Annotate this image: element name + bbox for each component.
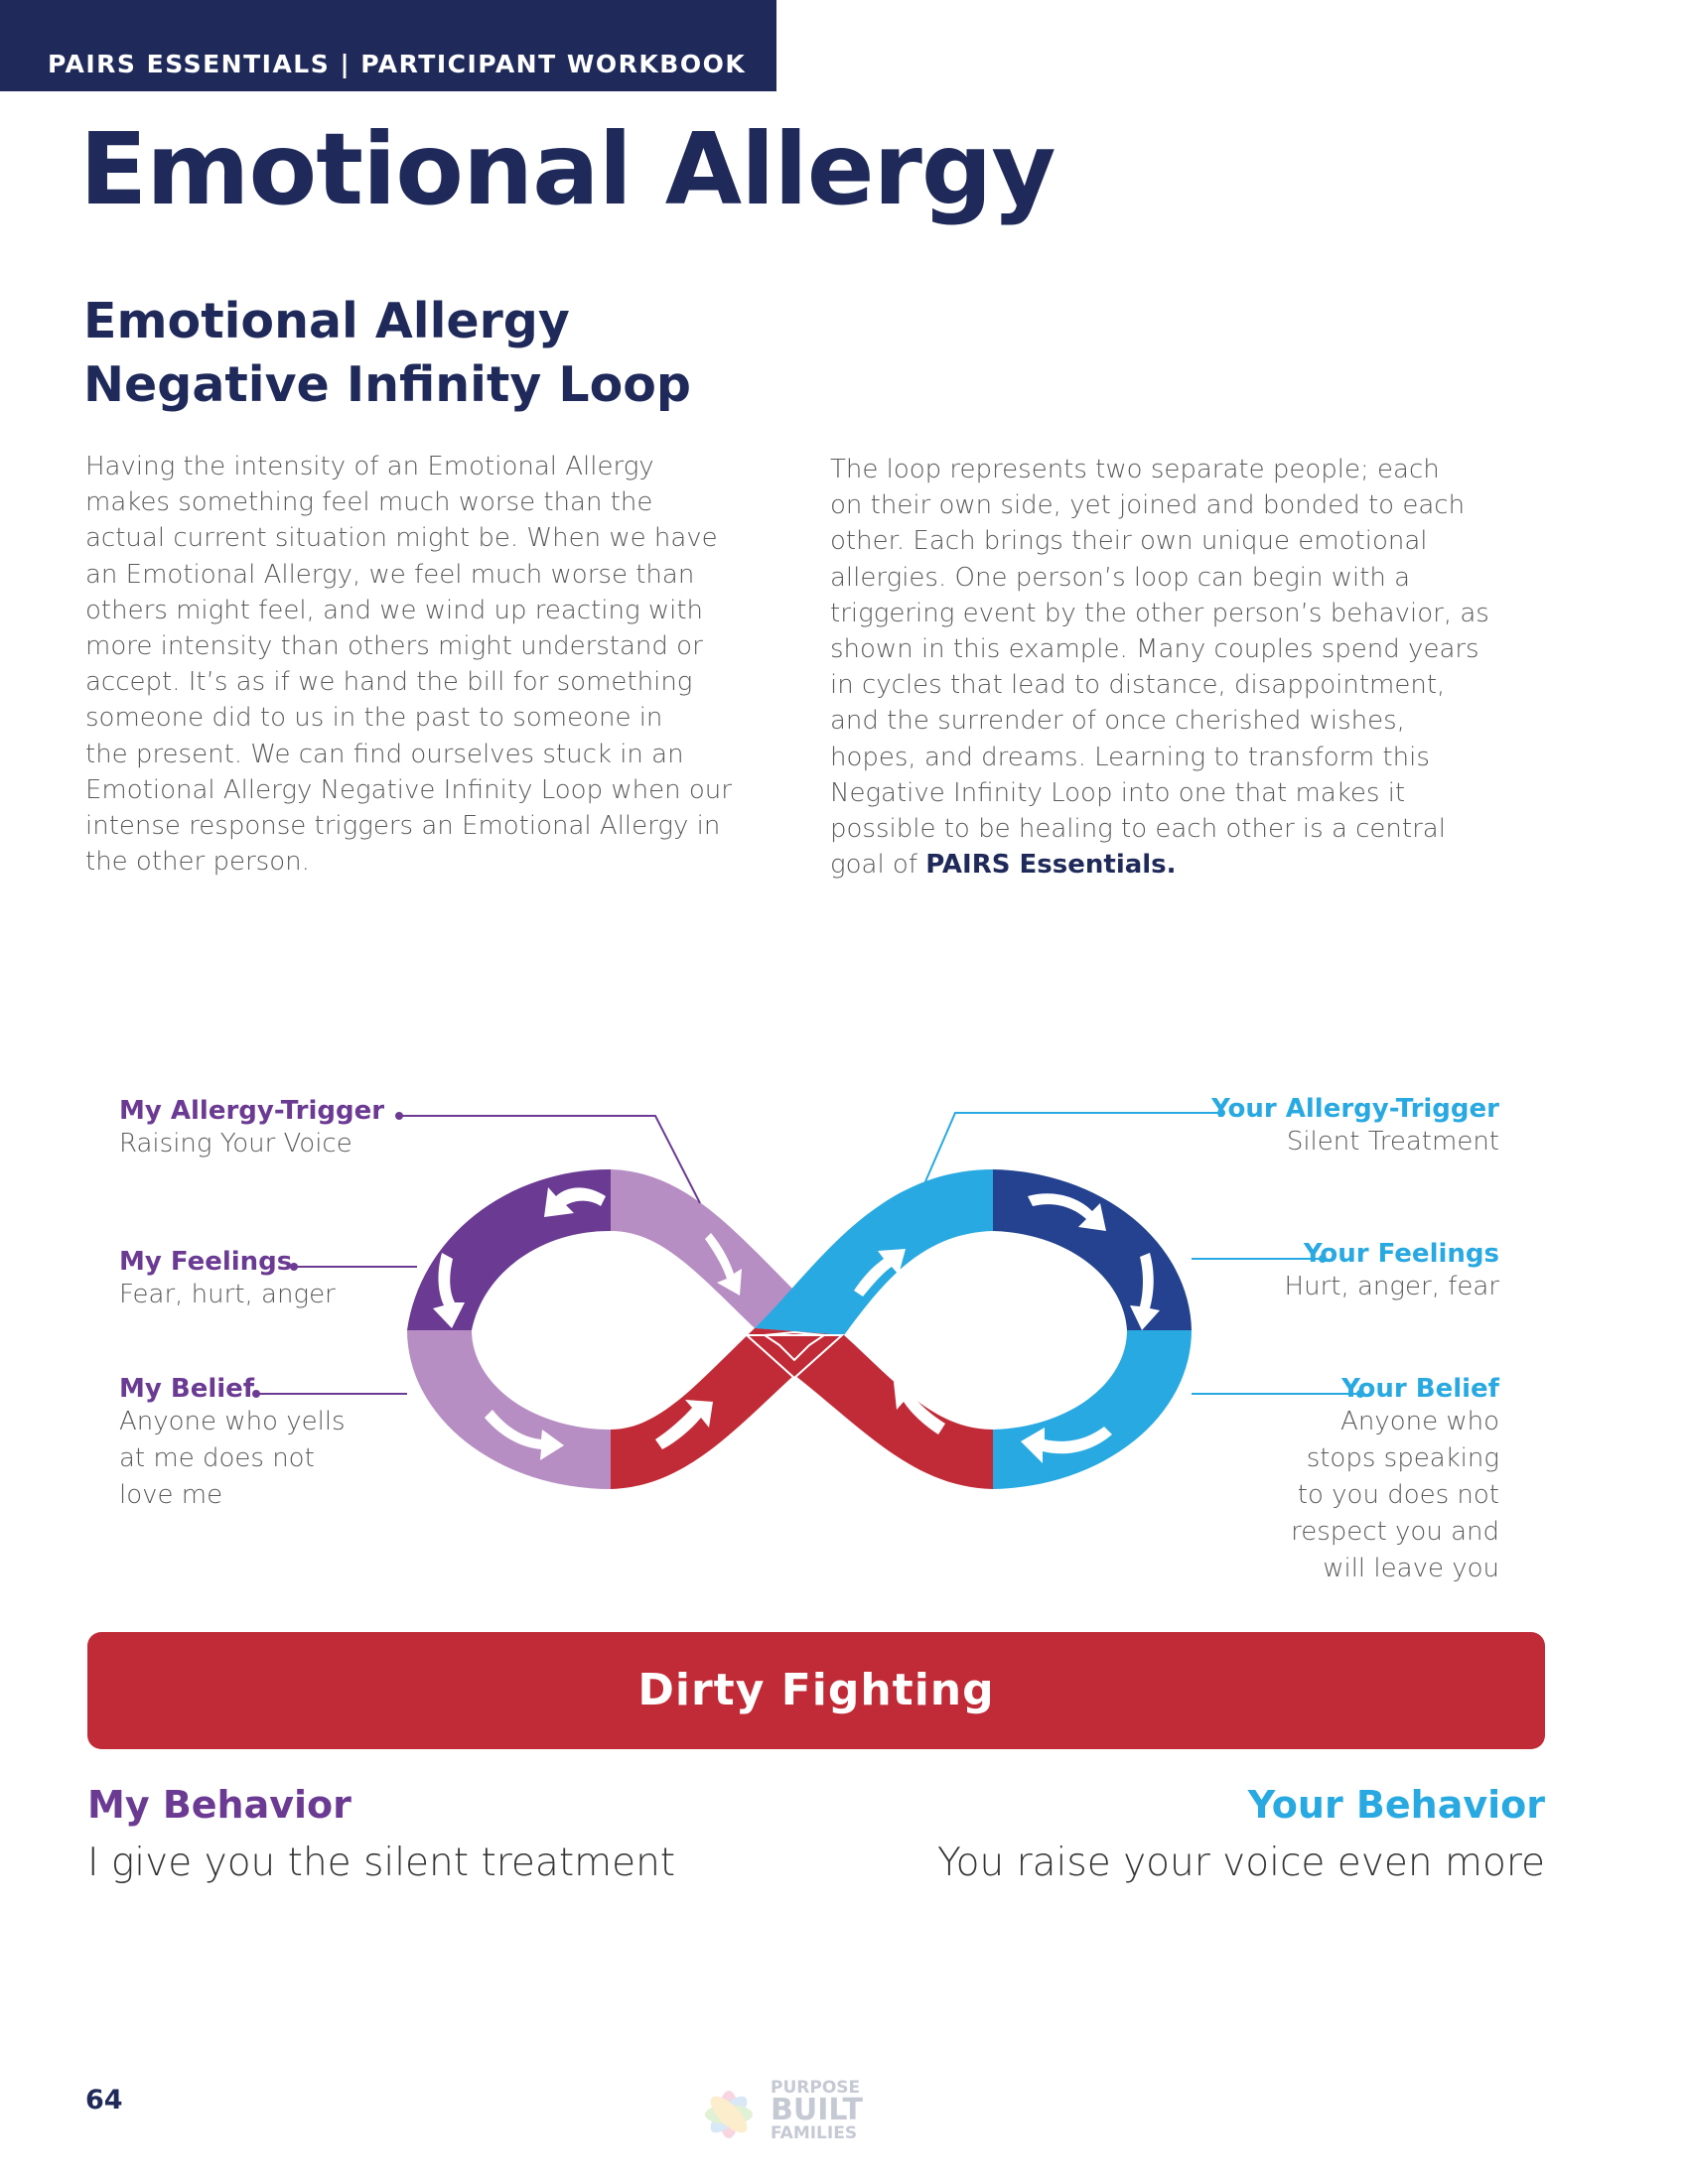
header-label: PAIRS ESSENTIALS | PARTICIPANT WORKBOOK bbox=[48, 50, 747, 78]
text-line: Negative Infinity Loop into one that makes it bbox=[830, 777, 1406, 808]
section-title-line1: Emotional Allergy bbox=[83, 293, 570, 349]
purpose-built-families-logo bbox=[689, 2075, 908, 2154]
text-line: triggering event by the other person’s behavior, as bbox=[830, 598, 1489, 628]
header-bar bbox=[0, 0, 776, 91]
text-line: accept. It’s as if we hand the bill for something bbox=[85, 667, 693, 698]
text-line: others might feel, and we wind up reacting with bbox=[85, 595, 704, 625]
text-line: will leave you bbox=[1323, 1554, 1499, 1583]
flower-icon bbox=[689, 2075, 769, 2154]
your-feelings-text: Hurt, anger, fear bbox=[1284, 1272, 1499, 1301]
text-line: stops speaking bbox=[1306, 1443, 1499, 1473]
text-line: hopes, and dreams. Learning to transform this bbox=[830, 742, 1430, 772]
text-line: the other person. bbox=[85, 847, 310, 878]
text-line: intense response triggers an Emotional Allergy in bbox=[85, 811, 721, 842]
loop-segment-your-trigger bbox=[755, 1169, 993, 1335]
my-trigger-label bbox=[119, 1096, 384, 1162]
text-line: The loop represents two separate people; each bbox=[830, 455, 1440, 484]
loop-segment-my-belief bbox=[407, 1330, 611, 1489]
text-line: Emotional Allergy Negative Infinity Loop when our bbox=[85, 774, 732, 805]
my-belief-title: My Belief bbox=[119, 1374, 255, 1404]
logo-text bbox=[771, 2079, 863, 2142]
loop-segment-your-feelings bbox=[993, 1169, 1192, 1330]
text-line: other. Each brings their own unique emotional bbox=[830, 526, 1428, 557]
your-feelings-label bbox=[1285, 1239, 1499, 1305]
my-trigger-text: Raising Your Voice bbox=[119, 1129, 352, 1159]
text-line: someone did to us in the past to someone in bbox=[85, 703, 663, 734]
text-line: an Emotional Allergy, we feel much worse than bbox=[85, 559, 695, 590]
section-title-line2: Negative Infinity Loop bbox=[83, 356, 691, 413]
my-belief-label bbox=[119, 1374, 346, 1514]
pairs-essentials-emphasis: PAIRS Essentials. bbox=[925, 850, 1177, 881]
text-line: to you does not bbox=[1297, 1480, 1499, 1510]
text-line: shown in this example. Many couples spend years bbox=[830, 634, 1479, 665]
your-belief-title: Your Belief bbox=[1341, 1374, 1499, 1404]
text-line: Anyone who bbox=[1340, 1407, 1499, 1436]
text-line: love me bbox=[119, 1480, 223, 1510]
page-number: 64 bbox=[85, 2085, 123, 2116]
logo-line: FAMILIES bbox=[771, 2123, 858, 2143]
your-feelings-title: Your Feelings bbox=[1303, 1239, 1499, 1269]
my-behavior bbox=[87, 1783, 675, 1885]
text-line-prefix: goal of bbox=[830, 850, 926, 881]
text-line-last bbox=[830, 847, 1565, 883]
text-line: possible to be healing to each other is a central bbox=[830, 814, 1446, 845]
text-line: respect you and bbox=[1291, 1517, 1499, 1547]
your-belief-text bbox=[1291, 1404, 1499, 1587]
dirty-fighting-banner: Dirty Fighting bbox=[87, 1632, 1545, 1749]
text-line: more intensity than others might understand or bbox=[85, 631, 703, 662]
my-feelings-title: My Feelings bbox=[119, 1247, 293, 1277]
text-line: Anyone who yells bbox=[119, 1407, 346, 1436]
your-behavior bbox=[937, 1783, 1545, 1885]
loop-segment-your-belief bbox=[993, 1330, 1192, 1489]
text-line: the present. We can find ourselves stuck in an bbox=[85, 739, 684, 769]
loop-segment-my-trigger bbox=[611, 1169, 794, 1328]
text-line: at me does not bbox=[119, 1443, 315, 1473]
text-line: allergies. One person’s loop can begin with a bbox=[830, 562, 1411, 593]
intro-paragraph-right bbox=[830, 452, 1565, 883]
page-title: Emotional Allergy bbox=[79, 111, 1055, 227]
text-line: and the surrender of once cherished wishes, bbox=[830, 706, 1405, 737]
text-line: on their own side, yet joined and bonded to each bbox=[830, 490, 1466, 521]
my-feelings-label bbox=[119, 1247, 336, 1313]
text-line: actual current situation might be. When we have bbox=[85, 523, 718, 554]
logo-line: BUILT bbox=[771, 2093, 864, 2127]
section-title bbox=[83, 290, 691, 417]
my-belief-text bbox=[119, 1404, 346, 1514]
my-feelings-text: Fear, hurt, anger bbox=[119, 1280, 336, 1309]
your-behavior-title: Your Behavior bbox=[1247, 1783, 1545, 1827]
logo-line: PURPOSE bbox=[771, 2078, 861, 2098]
my-behavior-text: I give you the silent treatment bbox=[87, 1841, 676, 1885]
your-trigger-text: Silent Treatment bbox=[1286, 1127, 1499, 1157]
your-behavior-text: You raise your voice even more bbox=[936, 1841, 1545, 1885]
my-trigger-title: My Allergy-Trigger bbox=[119, 1096, 385, 1126]
intro-paragraph-left bbox=[85, 449, 810, 880]
text-line: Having the intensity of an Emotional Allergy bbox=[85, 452, 654, 481]
my-behavior-title: My Behavior bbox=[87, 1783, 352, 1827]
your-belief-label bbox=[1291, 1374, 1499, 1587]
text-line: makes something feel much worse than the bbox=[85, 487, 653, 518]
text-line: in cycles that lead to distance, disappointment, bbox=[830, 670, 1446, 701]
your-trigger-title: Your Allergy-Trigger bbox=[1211, 1094, 1499, 1124]
your-trigger-label bbox=[1211, 1094, 1499, 1160]
